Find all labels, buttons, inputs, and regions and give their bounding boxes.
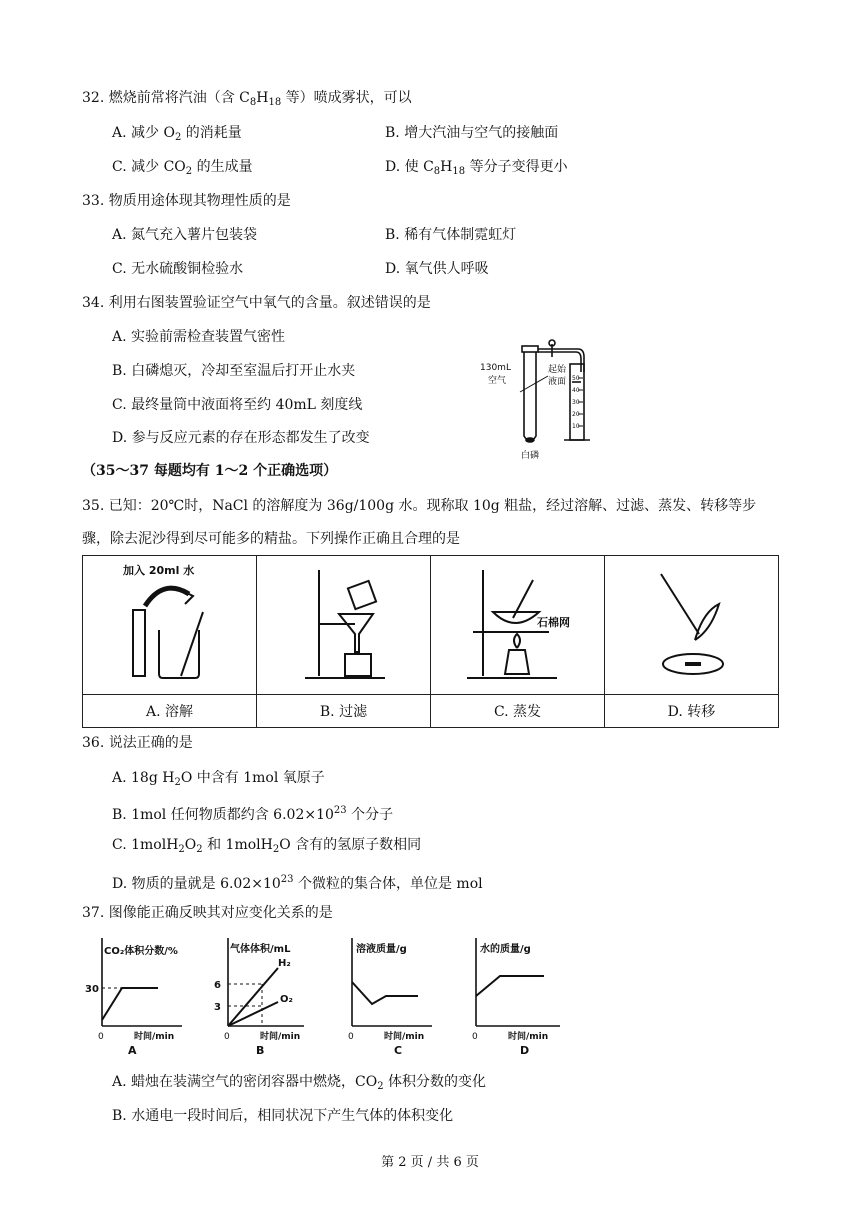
option-37-b: B. 水通电一段时间后，相同状况下产生气体的体积变化 [112,1108,454,1124]
air-label: 空气 [488,376,507,386]
superscript: 23 [280,874,294,885]
option-33-d: D. 氧气供人呼吸 [385,261,489,277]
subscript: 8 [433,166,441,177]
option-text: B. 1mol 任何物质都约含 6.02×10 [112,807,334,823]
stem-text: 32. 燃烧前常将汽油（含 C [82,90,250,106]
flame [514,634,520,648]
question-32-stem [82,88,412,113]
graph-letter: D [520,1044,530,1057]
x-label: 时间/min [260,1032,301,1042]
option-33-b: B. 稀有气体制霓虹灯 [385,227,517,243]
option-text: O [184,837,197,853]
question-36-stem: 36. 说法正确的是 [82,735,193,751]
oxygen-apparatus-figure [478,332,596,460]
caption-a: A. 溶解 [83,695,257,728]
option-text: D. 物质的量就是 6.02×10 [112,876,281,892]
receiving-beaker [345,654,371,676]
y-label: 水的质量/g [480,944,531,955]
option-32-c [112,157,253,182]
graphs-figure [82,932,582,1062]
question-35-stem-line1: 35. 已知：20℃时，NaCl 的溶解度为 36g/100g 水。现称取 10g 粗盐，经过溶解、过滤、蒸发、转移等步 [82,498,757,514]
option-text: D. 使 C [385,159,434,175]
origin: 0 [348,1032,354,1042]
option-32-d [385,157,568,182]
option-text: 和 1molH [202,837,273,853]
x-label: 时间/min [508,1032,549,1042]
subscript: 2 [272,844,280,855]
subscript: 2 [185,166,193,177]
subscript: 2 [174,777,181,788]
evaporate-figure [453,560,583,686]
subscript: 2 [377,1081,384,1092]
option-text: 个微粒的集合体，单位是 mol [293,876,483,892]
option-37-a [112,1072,486,1097]
subscript: 18 [452,166,466,177]
option-36-d [112,870,483,894]
y-tick: 30 [85,984,99,995]
subscript: 2 [196,844,203,855]
option-36-b [112,801,393,825]
phosphorus-blob [526,438,534,442]
gauze-label: 石棉网 [536,616,570,629]
superscript: 23 [333,805,347,816]
option-text: 的生成量 [192,159,253,175]
y-label: 溶液质量/g [356,944,407,955]
operations-table [82,555,779,728]
option-32-a [112,123,242,148]
option-text: 体积分数的变化 [383,1074,487,1090]
option-36-a [112,768,325,793]
graph-d [472,938,560,1057]
pouring-beaker [347,581,375,609]
y-tick: 3 [214,1002,221,1013]
graph-a [85,938,182,1057]
option-33-a: A. 氮气充入薯片包装袋 [112,227,258,243]
test-tube [524,352,536,441]
subscript: 2 [174,132,182,143]
beaker [159,630,199,678]
question-35-stem-line2: 骤，除去泥沙得到尽可能多的精盐。下列操作正确且合理的是 [82,531,460,547]
x-label: 时间/min [384,1032,425,1042]
curve-d [476,976,544,996]
caption-d: D. 转移 [605,695,779,728]
option-text: O 中含有 1mol 氧原子 [180,770,325,786]
series-label-o2: O₂ [280,994,293,1005]
tick-label: 10 [572,423,580,430]
curve-a [102,988,158,1020]
phosphorus-label: 白磷 [521,451,540,460]
tube-stopper [522,346,538,352]
caption-c: C. 蒸发 [431,695,605,728]
origin: 0 [224,1032,230,1042]
question-34-stem: 34. 利用右图装置验证空气中氧气的含量。叙述错误的是 [82,295,431,311]
tick-label: 40 [572,387,580,394]
option-text: A. 减少 O [112,125,175,141]
option-text: 等分子变得更小 [465,159,568,175]
option-34-c: C. 最终量筒中液面将至约 40mL 刻度线 [112,397,363,413]
option-34-a: A. 实验前需检查装置气密性 [112,329,286,345]
figure-transfer-cell [605,556,779,695]
transfer-figure [637,560,747,686]
option-text: H [440,159,453,175]
figure-filter-cell [257,556,431,695]
origin: 0 [472,1032,478,1042]
water-label: 加入 20ml 水 [122,564,194,577]
funnel [339,614,373,652]
tick-label: 30 [572,399,580,406]
question-37-stem: 37. 图像能正确反映其对应变化关系的是 [82,905,333,921]
option-text: C. 减少 CO [112,159,186,175]
question-33-stem: 33. 物质用途体现其物理性质的是 [82,193,291,209]
level-label-2: 液面 [548,377,567,387]
series-label-h2: H₂ [278,958,291,969]
option-36-c [112,835,421,860]
filter-figure [289,560,399,686]
graph-b [214,938,304,1057]
subscript: 18 [268,97,282,108]
tick-label: 20 [572,411,580,418]
figure-evaporate-cell [431,556,605,695]
subscript: 2 [178,844,185,855]
page-footer: 第 2 页 / 共 6 页 [381,1155,479,1170]
subscript: 8 [249,97,257,108]
curve-c [352,982,418,1004]
volume-label: 130mL [480,363,511,373]
option-text: O 含有的氢原子数相同 [279,837,422,853]
level-label-1: 起始 [548,365,567,375]
option-32-b: B. 增大汽油与空气的接触面 [385,125,559,141]
origin: 0 [98,1032,104,1042]
graph-letter: C [394,1044,403,1057]
curve-h2 [228,968,278,1026]
graph-c [348,938,432,1057]
option-text: A. 蜡烛在装满空气的密闭容器中燃烧，CO [112,1074,378,1090]
graduated-cylinder [133,610,145,676]
figure-dissolve-cell [83,556,257,695]
graph-letter: B [256,1044,265,1057]
dissolve-figure [115,560,225,686]
tick-label: 50 [572,375,580,382]
option-text: 的消耗量 [181,125,242,141]
caption-b: B. 过滤 [257,695,431,728]
y-tick: 6 [214,980,221,991]
option-33-c: C. 无水硫酸铜检验水 [112,261,244,277]
y-label: 气体体积/mL [230,944,291,955]
option-34-d: D. 参与反应元素的存在形态都发生了改变 [112,430,370,446]
option-34-b: B. 白磷熄灭，冷却至室温后打开止水夹 [112,363,356,379]
glass-rod [661,574,699,634]
section-note: （35～37 每题均有 1～2 个正确选项） [82,463,338,479]
option-text: A. 18g H [112,770,175,786]
option-text: 个分子 [346,807,394,823]
x-label: 时间/min [134,1032,175,1042]
graph-letter: A [128,1044,137,1057]
dish-tilted [695,604,719,640]
alcohol-lamp [505,650,529,674]
stem-text: 等）喷成雾状，可以 [281,90,412,106]
y-label: CO₂体积分数/% [104,946,178,957]
option-text: C. 1molH [112,837,179,853]
stem-text: H [256,90,269,106]
